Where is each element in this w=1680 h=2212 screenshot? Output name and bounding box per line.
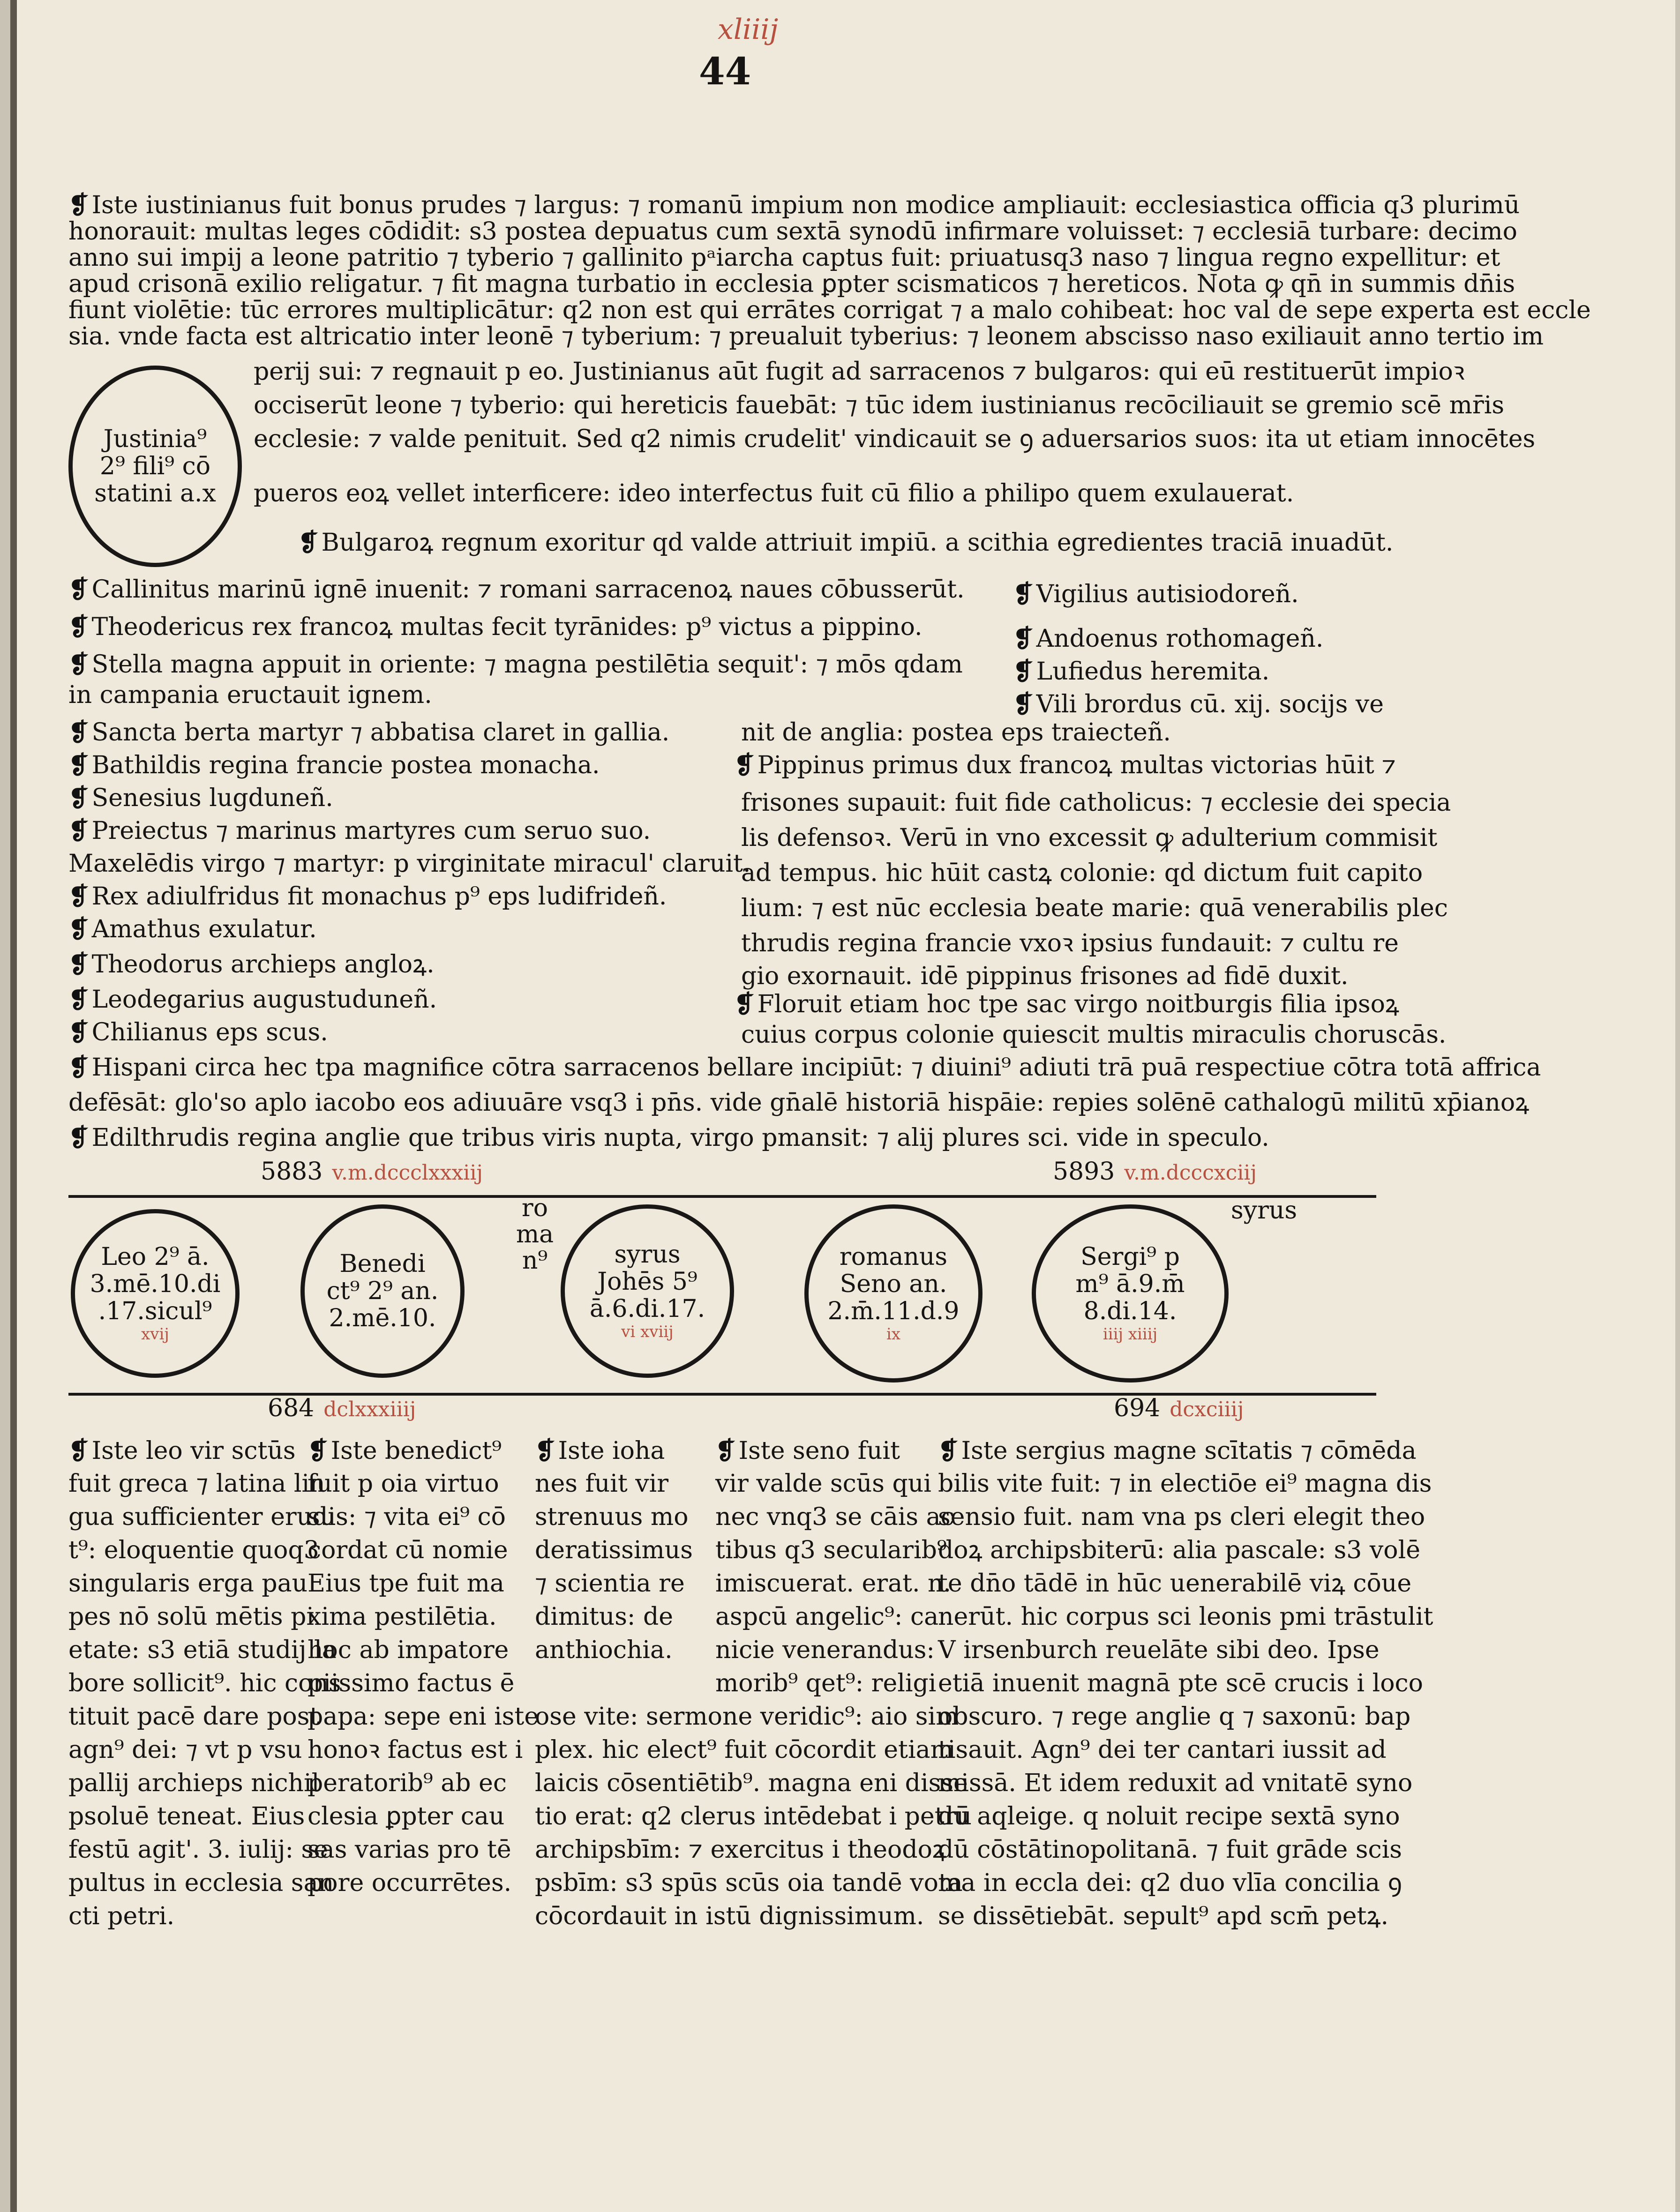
medallion-line: Justinia⁹ bbox=[103, 425, 207, 453]
entry-maxelendis: Maxelēdis virgo ⁊ martyr: p virginitate miracul' claruit. bbox=[68, 850, 751, 878]
entry-berta: ❡ Sancta berta martyr ⁊ abbatisa claret in gallia. bbox=[68, 718, 670, 747]
pope-circle-leo: Leo 2⁹ ā. 3.mē.10.di .17.sicul⁹ xvij bbox=[71, 1209, 240, 1378]
entry-adiulfridus: ❡ Rex adiulfridus fit monachus p⁹ eps ludifrideñ. bbox=[68, 882, 667, 911]
pope-circle-sergius: Sergi⁹ p m⁹ ā.9.m̄ 8.di.14. iiij xiiij bbox=[1032, 1204, 1229, 1382]
entry-edilthrudis: ❡ Edilthrudis regina anglie que tribus viris nupta, virgo pmansit: ⁊ alij plures sci. vide in speculo. bbox=[68, 1123, 1269, 1152]
entry-theodorus: ❡ Theodorus archieps angloꝝ. bbox=[68, 950, 435, 979]
date-top-left: 5883 v.m.dccclxxxiij bbox=[261, 1158, 483, 1186]
intro-line-6: sia. vnde facta est altricatio inter leonē ⁊ tyberium: ⁊ preualuit tyberius: ⁊ leonem abscisso naso exiliauit anno tertio im bbox=[68, 322, 1544, 351]
middle-line-5: ad tempus. hic hūit castꝝ colonie: qd dictum fuit capito bbox=[741, 859, 1423, 887]
date-top-right: 5893 v.m.dcccxciij bbox=[1053, 1158, 1257, 1186]
saint-lufiedus: ❡ Lufiedus heremita. bbox=[1013, 657, 1270, 686]
intro-indented-line-2: occiserūt leone ⁊ tyberio: qui hereticis fauebāt: ⁊ tūc idem iustinianus recōciliauit se gremio scē mr̄is bbox=[254, 391, 1505, 419]
middle-line-4: lis defensoꝛ. Verū in vno excessit ꝙ adulterium commisit bbox=[741, 824, 1438, 852]
entry-pippinus: ❡ Pippinus primus dux francoꝝ multas victorias hūit ⁊ bbox=[734, 751, 1396, 779]
middle-line-6: lium: ⁊ est nūc ecclesia beate marie: quā venerabilis plec bbox=[741, 894, 1448, 922]
folio-number: 44 bbox=[699, 49, 751, 93]
entry-floruit: ❡ Floruit etiam hoc tpe sac virgo noitburgis filia ipsoꝝ bbox=[734, 990, 1399, 1018]
middle-line-7: thrudis regina francie vxoꝛ ipsius fundauit: ⁊ cultu re bbox=[741, 929, 1399, 957]
folio-roman-numeral: xliiij bbox=[718, 13, 779, 46]
middle-line-1: nit de anglia: postea eps traiecteñ. bbox=[741, 718, 1171, 747]
intro-line-3: anno sui impij a leone patritio ⁊ tyberio ⁊ gallinito pᵃiarcha captus fuit: priuatusq3 naso ⁊ lingua regno expellitur: et bbox=[68, 244, 1500, 272]
entry-callinitus: ❡ Callinitus marinū ignē inuenit: ⁊ romani sarracenoꝝ naues cōbusserūt. bbox=[68, 575, 965, 604]
bio-column-leo: ❡ Iste leo vir sctūs fuit greca ⁊ latina lin gua sufficienter erudi t⁹: eloquentie quoq3 singularis erga pau pes nō solū mētis pi etate: s3 etiā studij la bore sollicit⁹. hic cons tituit pacē dare post agn⁹ dei: ⁊ vt p vsu pallij archieps nichil psoluē teneat. Eius festū agit'. 3. iulij: se pultus in ecclesia san cti petri. bbox=[68, 1436, 341, 1930]
bio-column-sergius: ❡ Iste sergius magne scītatis ⁊ cōmēda bilis vite fuit: ⁊ in electiōe ei⁹ magna dis sensio fuit. nam vna ps cleri elegit theo doꝝ archipsbiterū: alia pascale: s3 volē te dn̄o tādē in hūc uenerabilē viꝝ cōue nerūt. hic corpus sci leonis pmi trāstulit V irsenburch reuelāte sibi deo. Ipse etiā inuenit magnā pte scē crucis i loco obscuro. ⁊ rege anglie q ⁊ saxonū: bap tisauit. Agn⁹ dei ter cantari iussit ad missā. Et idem reduxit ad vnitatē syno dū aqleige. q noluit recipe sextā syno dū cōstātinopolitanā. ⁊ fuit grāde scis ma in eccla dei: q2 duo vlīa concilia ꝯ se dissētiebāt. sepult⁹ apd scm̄ petꝝ. bbox=[938, 1436, 1433, 1930]
intro-line-1: ❡ Iste iustinianus fuit bonus prudes ⁊ largus: ⁊ romanū impium non modice ampliauit: ecclesiastica officia q3 plurimū bbox=[68, 191, 1520, 219]
date-bottom-left: 684 dclxxxiiij bbox=[268, 1394, 416, 1422]
intro-line-4: apud crisonā exilio religatur. ⁊ fit magna turbatio in ecclesia ꝑpter scismaticos ⁊ hereticos. Nota ꝙ qn̄ in summis dn̄is bbox=[68, 270, 1515, 298]
entry-hispani-cont: defēsāt: glo'so aplo iacobo eos adiuuāre vsq3 i pn̄s. vide gn̄alē historiā hispāie: repies solēnē cathalogū militū xp̄ianoꝝ bbox=[68, 1089, 1530, 1117]
entry-stella-cont: in campania eructauit ignem. bbox=[68, 681, 432, 709]
entry-preiectus: ❡ Preiectus ⁊ marinus martyres cum seruo suo. bbox=[68, 816, 651, 845]
bio-column-seno-continued: ose vite: sermone veridic⁹: aio sim plex. hic elect⁹ fuit cōcordit etiam laicis cōsentiētib⁹. magna eni disse tio erat: q2 clerus intēdebat i petrū archipsbīm: ⁊ exercitus i theodoꝝ psbīm: s3 spūs scūs oia tandē vota cōcordauit in istū dignissimum. bbox=[535, 1703, 972, 1930]
label-syrus: syrus bbox=[1231, 1196, 1298, 1225]
label-roman: ro ma n⁹ bbox=[516, 1194, 554, 1275]
bulgar-entry: ❡ Bulgaroꝝ regnum exoritur qd valde attriuit impiū. a scithia egredientes traciā inuadūt. bbox=[298, 528, 1394, 557]
saint-andoenus: ❡ Andoenus rothomageñ. bbox=[1013, 624, 1324, 653]
medallion-line: statini a.x bbox=[94, 479, 216, 508]
bio-column-johes: ❡ Iste ioha nes fuit vir strenuus mo deratissimus ⁊ scientia re dimitus: de anthiochia. bbox=[535, 1436, 693, 1664]
entry-stella: ❡ Stella magna appuit in oriente: ⁊ magna pestilētia sequit': ⁊ mōs qdam bbox=[68, 650, 963, 679]
middle-line-10: cuius corpus colonie quiescit multis miraculis choruscās. bbox=[741, 1021, 1447, 1049]
bio-column-benedict: ❡ Iste benedict⁹ fuit p oia virtuo sus: ⁊ vita ei⁹ cō cordat cū nomie Eius tpe fuit ma xima pestilētia. hoc ab impatore piissimo factus ē papa: sepe eni iste honoꝛ factus est i peratorib⁹ ab ec clesia ꝑpter cau sas varias pro tē pore occurrētes. bbox=[308, 1436, 539, 1897]
entry-hispani: ❡ Hispani circa hec tpa magnifice cōtra sarracenos bellare incipiūt: ⁊ diuini⁹ adiuti trā puā respectiue cōtra totā affrica bbox=[68, 1053, 1541, 1082]
justinian-medallion bbox=[68, 366, 242, 567]
intro-line-5: fiunt violētie: tūc errores multiplicātur: q2 non est qui errātes corrigat ⁊ a malo cohibeat: hoc val de sepe experta est eccle bbox=[68, 296, 1591, 324]
middle-line-3: frisones supauit: fuit fide catholicus: ⁊ ecclesie dei specia bbox=[741, 789, 1451, 817]
intro-indented-line-3: ecclesie: ⁊ valde penituit. Sed q2 nimis crudelit' vindicauit se ꝯ aduersarios suos: ita ut etiam innocētes bbox=[254, 425, 1536, 453]
entry-theodericus: ❡ Theodericus rex francoꝝ multas fecit tyrānides: p⁹ victus a pippino. bbox=[68, 613, 922, 641]
medallion-line: 2⁹ fili⁹ cō bbox=[99, 452, 211, 480]
saint-vigilius: ❡ Vigilius autisiodoreñ. bbox=[1013, 580, 1299, 608]
entry-leodegarius: ❡ Leodegarius augustuduneñ. bbox=[68, 985, 437, 1014]
intro-line-2: honorauit: multas leges cōdidit: s3 postea depuatus cum sextā synodū infirmare voluisset: ⁊ ecclesiā turbare: decimo bbox=[68, 217, 1517, 246]
saint-vilibrordus: ❡ Vili brordus cū. xij. socijs ve bbox=[1013, 690, 1384, 718]
date-bottom-right: 694 dcxciiij bbox=[1114, 1394, 1244, 1422]
intro-indented-line-4: pueros eoꝝ vellet interficere: ideo interfectus fuit cū filio a philipo quem exulauerat. bbox=[254, 479, 1294, 508]
entry-bathildis: ❡ Bathildis regina francie postea monacha. bbox=[68, 751, 600, 779]
entry-senesius: ❡ Senesius lugduneñ. bbox=[68, 784, 333, 812]
pope-circle-johes: syrus Johēs 5⁹ ā.6.di.17. vi xviij bbox=[561, 1204, 734, 1378]
bio-column-seno: ❡ Iste seno fuit vir valde scūs qui nec vnq3 se cāis ac tibus q3 secularib⁹ imiscuerat. erat. n. aspcū angelic⁹: ca nicie venerandus: morib⁹ qet⁹: religi bbox=[715, 1436, 954, 1697]
chronology-rule-top bbox=[68, 1195, 1376, 1198]
entry-amathus: ❡ Amathus exulatur. bbox=[68, 915, 317, 943]
book-page bbox=[10, 0, 1675, 2212]
pope-circle-seno: romanus Seno an. 2.m̄.11.d.9 ix bbox=[804, 1204, 982, 1382]
entry-chilianus: ❡ Chilianus eps scus. bbox=[68, 1018, 328, 1046]
pope-circle-benedict: Benedi ct⁹ 2⁹ an. 2.mē.10. bbox=[300, 1204, 465, 1378]
intro-indented-line-1: perij sui: ⁊ regnauit p eo. Justinianus aūt fugit ad sarracenos ⁊ bulgaros: qui eū restituerūt impioꝛ bbox=[254, 358, 1465, 386]
middle-line-8: gio exornauit. idē pippinus frisones ad fidē duxit. bbox=[741, 962, 1349, 990]
